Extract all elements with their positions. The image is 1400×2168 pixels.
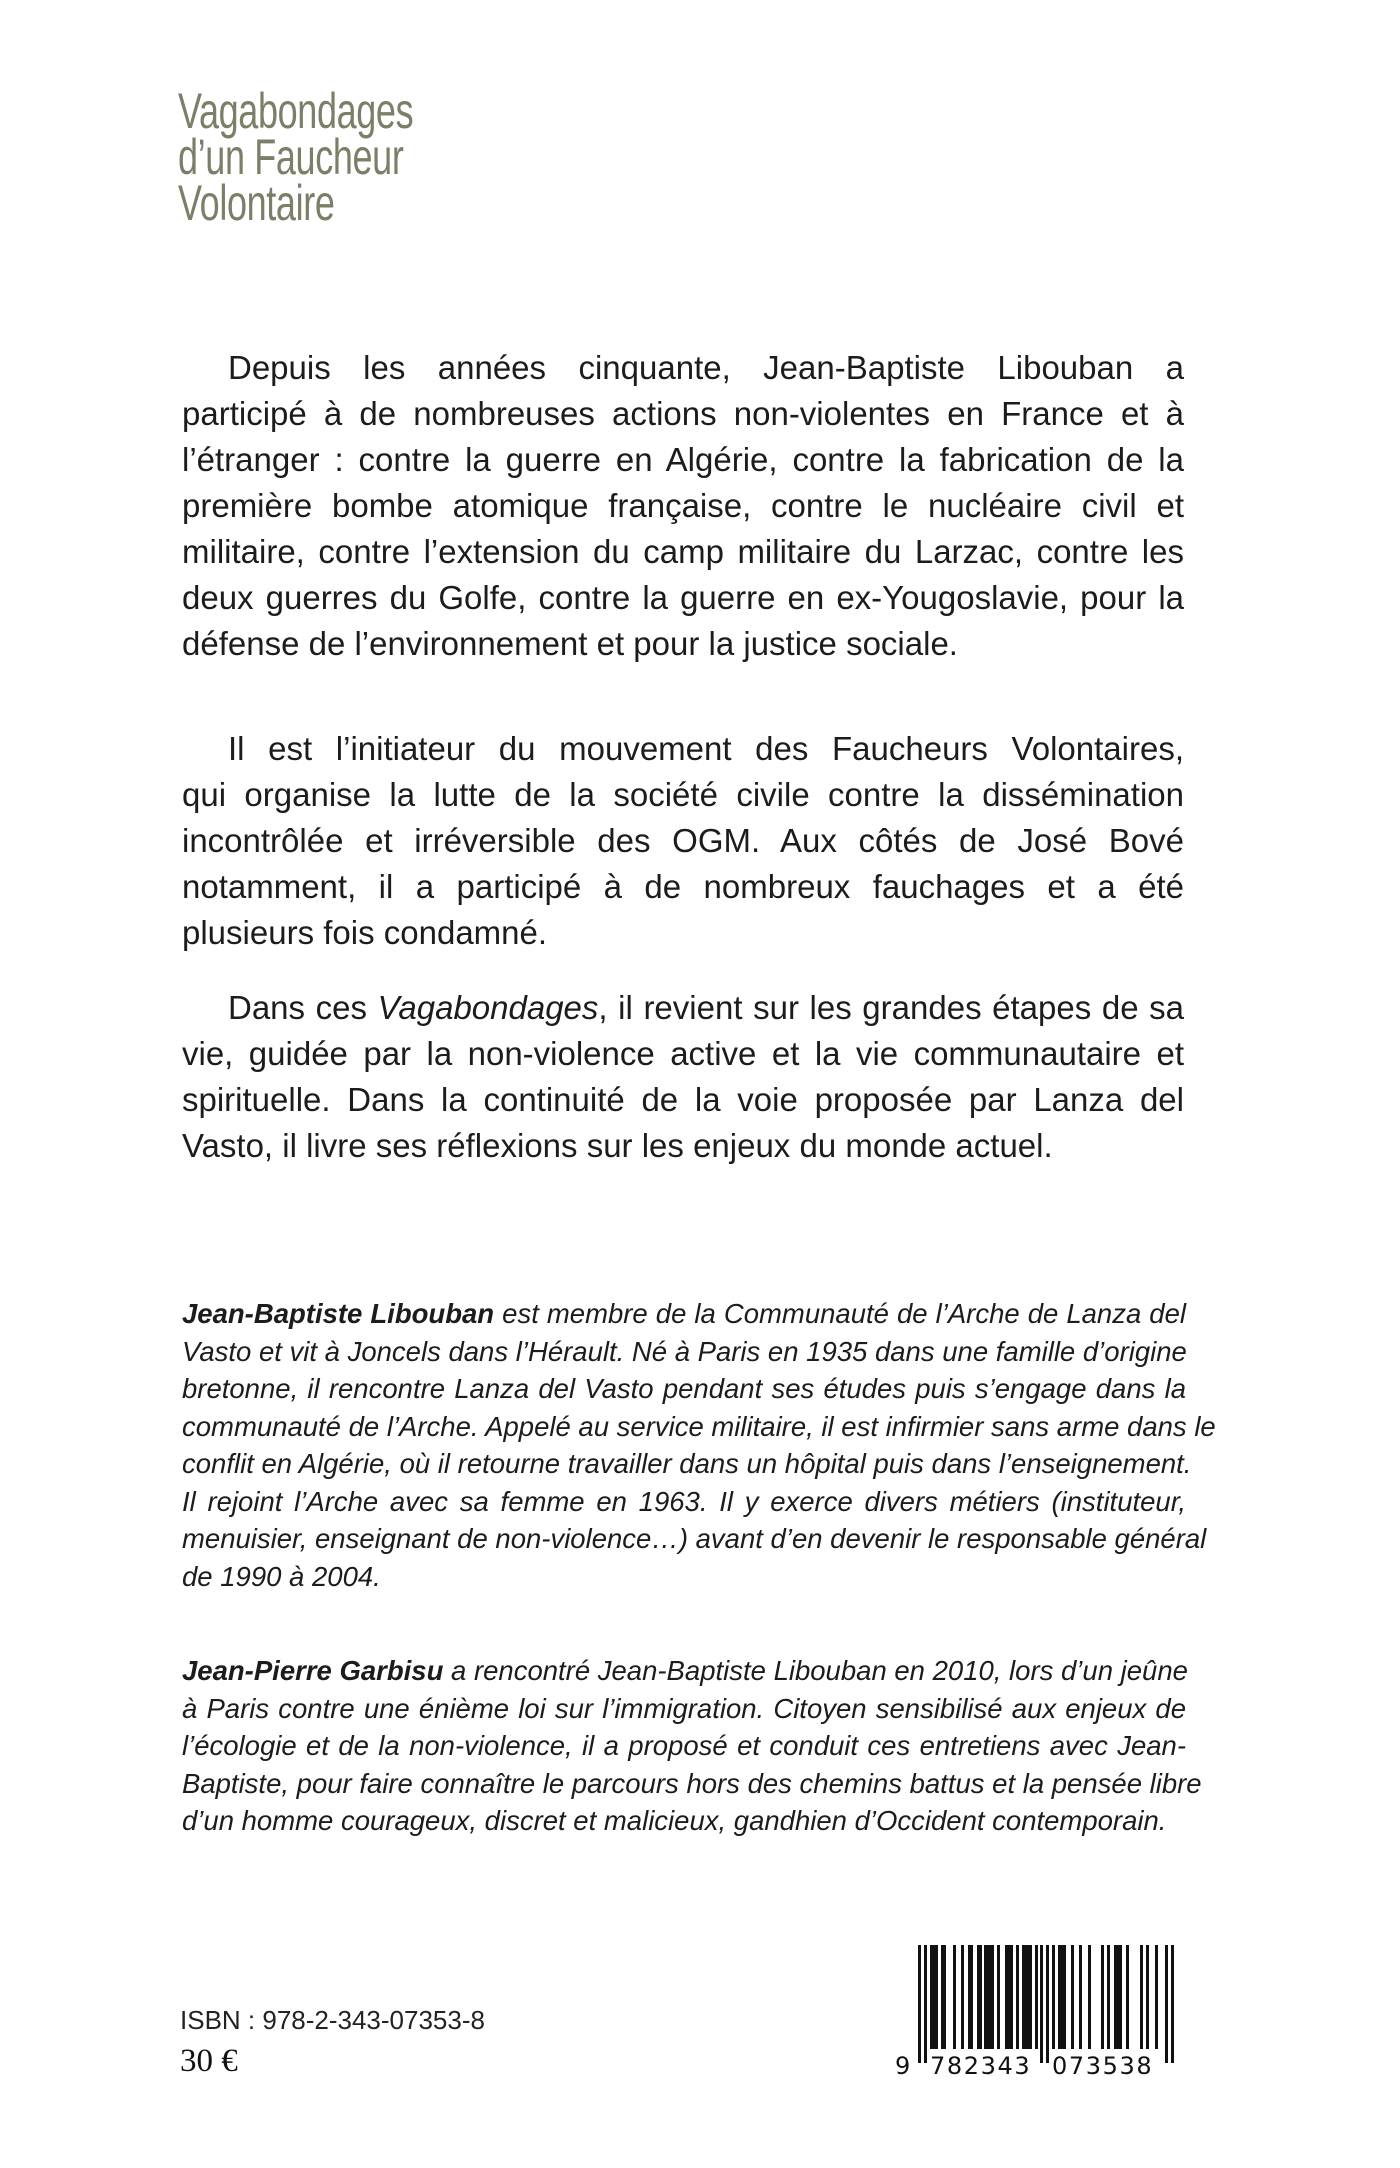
interviewer-bio xyxy=(182,1652,1202,1840)
text-fragment: Dans ces xyxy=(228,989,378,1026)
book-title xyxy=(178,83,414,231)
blurb-paragraph-1 xyxy=(182,345,1184,667)
title-line-2: d’un Faucheur xyxy=(178,129,404,185)
text-line: défense de l’environnement et pour la justice sociale. xyxy=(182,625,958,662)
blurb-paragraph-2 xyxy=(182,726,1184,956)
bio-line: de 1990 à 2004. xyxy=(182,1560,381,1592)
bio-line: menuisier, enseignant de non-violence…) avant d’en devenir le responsable général xyxy=(182,1523,1207,1554)
bio-line: Il rejoint l’Arche avec sa femme en 1963. Il y exerce divers métiers (instituteur, xyxy=(182,1485,1186,1517)
text-line: incontrôlée et irréversible des OGM. Aux côtés de José Bové xyxy=(182,822,1184,859)
bio-line: conflit en Algérie, où il retourne travailler dans un hôpital puis dans l’enseignement. xyxy=(182,1448,1192,1479)
text-line: notamment, il a participé à de nombreux fauchages et a été xyxy=(182,868,1184,905)
text-line: militaire, contre l’extension du camp militaire du Larzac, contre les xyxy=(182,533,1184,570)
bio-text: est membre de la Communauté de l’Arche de Lanza del xyxy=(494,1298,1186,1329)
text-line: participé à de nombreuses actions non-violentes en France et à xyxy=(182,395,1184,432)
book-title-italic: Vagabondages xyxy=(377,989,599,1026)
author-name: Jean-Baptiste Libouban xyxy=(182,1298,495,1329)
text-line: plusieurs fois condamné. xyxy=(182,914,548,951)
bio-text: a rencontré Jean-Baptiste Libouban en 2010, lors d’un jeûne xyxy=(443,1655,1188,1686)
text-line: deux guerres du Golfe, contre la guerre en ex-Yougoslavie, pour la xyxy=(182,579,1184,616)
text-line: première bombe atomique française, contre le nucléaire civil et xyxy=(182,487,1184,524)
text-line: vie, guidée par la non-violence active et la vie communautaire et xyxy=(182,1035,1184,1072)
author-bio xyxy=(182,1295,1216,1595)
isbn-barcode xyxy=(893,1942,1193,2084)
title-line-3: Volontaire xyxy=(178,175,335,231)
bio-line: d’un homme courageux, discret et malicieux, gandhien d’Occident contemporain. xyxy=(182,1805,1167,1836)
interviewer-name: Jean-Pierre Garbisu xyxy=(182,1655,444,1686)
bio-line xyxy=(182,1295,1186,1333)
text-line: Depuis les années cinquante, Jean-Baptiste Libouban a xyxy=(228,349,1184,386)
bio-line: bretonne, il rencontre Lanza del Vasto pendant ses études puis s’engage dans la xyxy=(182,1373,1186,1404)
text-line: Il est l’initiateur du mouvement des Faucheurs Volontaires, xyxy=(228,730,1184,767)
bio-line: Baptiste, pour faire connaître le parcours hors des chemins battus et la pensée libre xyxy=(182,1767,1202,1799)
bio-line: l’écologie et de la non-violence, il a proposé et conduit ces entretiens avec Jean- xyxy=(182,1730,1186,1761)
barcode-left-digits: 782343 xyxy=(930,2052,1032,2080)
text-line: spirituelle. Dans la continuité de la voie proposée par Lanza del xyxy=(182,1081,1184,1118)
blurb-paragraph-3 xyxy=(182,985,1184,1169)
text-fragment: , il revient sur les grandes étapes de sa xyxy=(598,989,1184,1026)
isbn: ISBN : 978-2-343-07353-8 xyxy=(180,2005,485,2035)
text-line: l’étranger : contre la guerre en Algérie, contre la fabrication de la xyxy=(182,441,1184,478)
bio-line: communauté de l’Arche. Appelé au service militaire, il est infirmier sans arme dans le xyxy=(182,1410,1216,1442)
text-line: Vasto, il livre ses réflexions sur les enjeux du monde actuel. xyxy=(182,1127,1053,1164)
barcode-lead-digit: 9 xyxy=(895,2052,911,2080)
bio-line xyxy=(182,1652,1186,1690)
text-line xyxy=(182,985,1184,1031)
barcode-right-digits: 073538 xyxy=(1052,2052,1154,2080)
bio-line: à Paris contre une énième loi sur l’immigration. Citoyen sensibilisé aux enjeux de xyxy=(182,1692,1186,1724)
bio-line: Vasto et vit à Joncels dans l’Hérault. Né à Paris en 1935 dans une famille d’origine xyxy=(182,1335,1187,1367)
title-line-1: Vagabondages xyxy=(178,83,414,139)
text-line: qui organise la lutte de la société civile contre la dissémination xyxy=(182,776,1184,813)
price: 30 € xyxy=(180,2043,238,2079)
